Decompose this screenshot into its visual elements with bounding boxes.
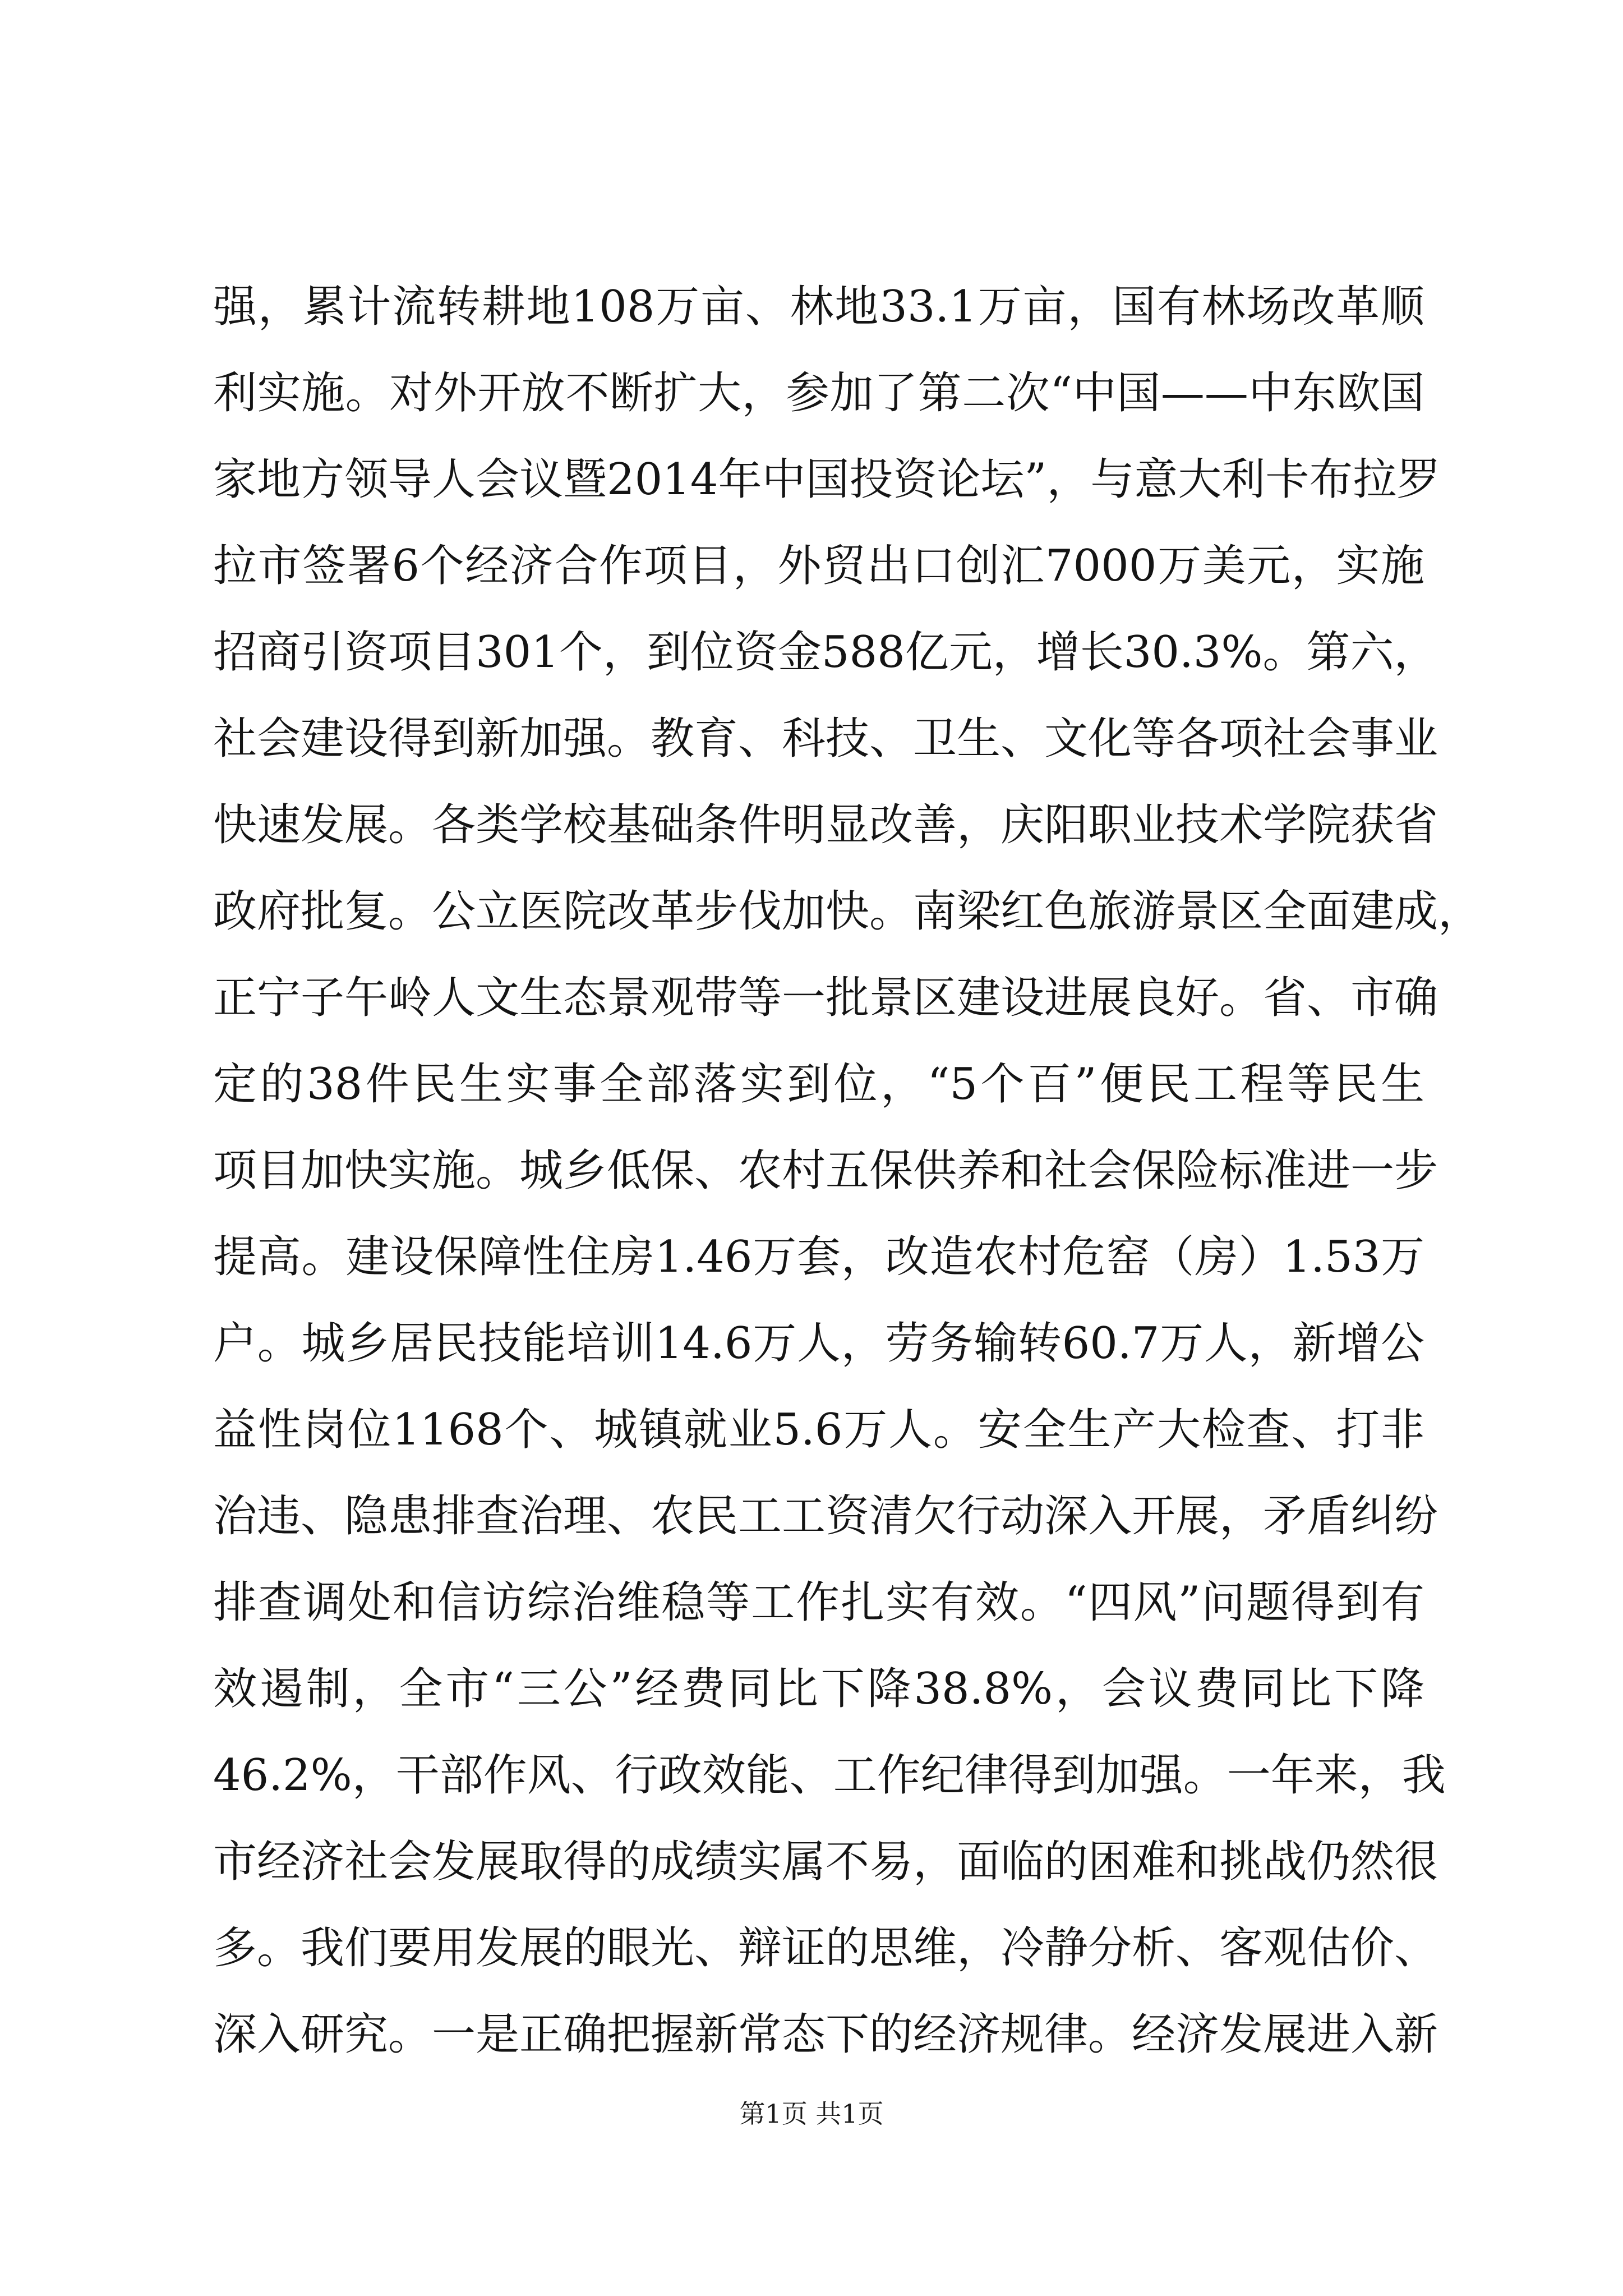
text-line: 提高。建设保障性住房1.46万套，改造农村危窑（房）1.53万 [213, 1232, 1424, 1282]
text-line: 快速发展。各类学校基础条件明显改善，庆阳职业技术学院获省 [213, 800, 1438, 850]
text-line: 治违、隐患排查治理、农民工工资清欠行动深入开展，矛盾纠纷 [213, 1491, 1438, 1542]
text-line: 市经济社会发展取得的成绩实属不易，面临的困难和挑战仍然很 [213, 1837, 1438, 1887]
text-line: 益性岗位1168个、城镇就业5.6万人。安全生产大检查、打非 [213, 1405, 1424, 1455]
text-line: 项目加快实施。城乡低保、农村五保供养和社会保险标准进一步 [213, 1145, 1438, 1196]
text-line: 正宁子午岭人文生态景观带等一批景区建设进展良好。省、市确 [213, 973, 1438, 1023]
text-line: 定的38件民生实事全部落实到位，“5个百”便民工程等民生 [213, 1059, 1424, 1110]
page-number-label: 第1页 共1页 [739, 2099, 884, 2129]
text-line: 拉市签署6个经济合作项目，外贸出口创汇7000万美元，实施 [213, 541, 1424, 591]
text-line: 强，累计流转耕地108万亩、林地33.1万亩，国有林场改革顺 [213, 282, 1424, 332]
text-line: 社会建设得到新加强。教育、科技、卫生、文化等各项社会事业 [213, 714, 1438, 764]
text-line: 招商引资项目301个，到位资金588亿元，增长30.3%。第六， [213, 627, 1438, 678]
text-line: 利实施。对外开放不断扩大，参加了第二次“中国——中东欧国 [213, 368, 1424, 418]
text-line: 家地方领导人会议暨2014年中国投资论坛”，与意大利卡布拉罗 [213, 454, 1441, 505]
text-line: 户。城乡居民技能培训14.6万人，劳务输转60.7万人，新增公 [213, 1318, 1424, 1369]
text-line: 效遏制，全市“三公”经费同比下降38.8%，会议费同比下降 [213, 1664, 1424, 1714]
text-line: 排查调处和信访综治维稳等工作扎实有效。“四风”问题得到有 [213, 1577, 1424, 1628]
body-text [213, 264, 1482, 2078]
text-line: 46.2%，干部作风、行政效能、工作纪律得到加强。一年来，我 [213, 1750, 1446, 1801]
page-footer [0, 2097, 1623, 2131]
text-line: 多。我们要用发展的眼光、辩证的思维，冷静分析、客观估价、 [213, 1923, 1438, 1973]
text-line: 深入研究。一是正确把握新常态下的经济规律。经济发展进入新 [213, 2009, 1438, 2060]
text-line: 政府批复。公立医院改革步伐加快。南梁红色旅游景区全面建成， [213, 886, 1482, 937]
